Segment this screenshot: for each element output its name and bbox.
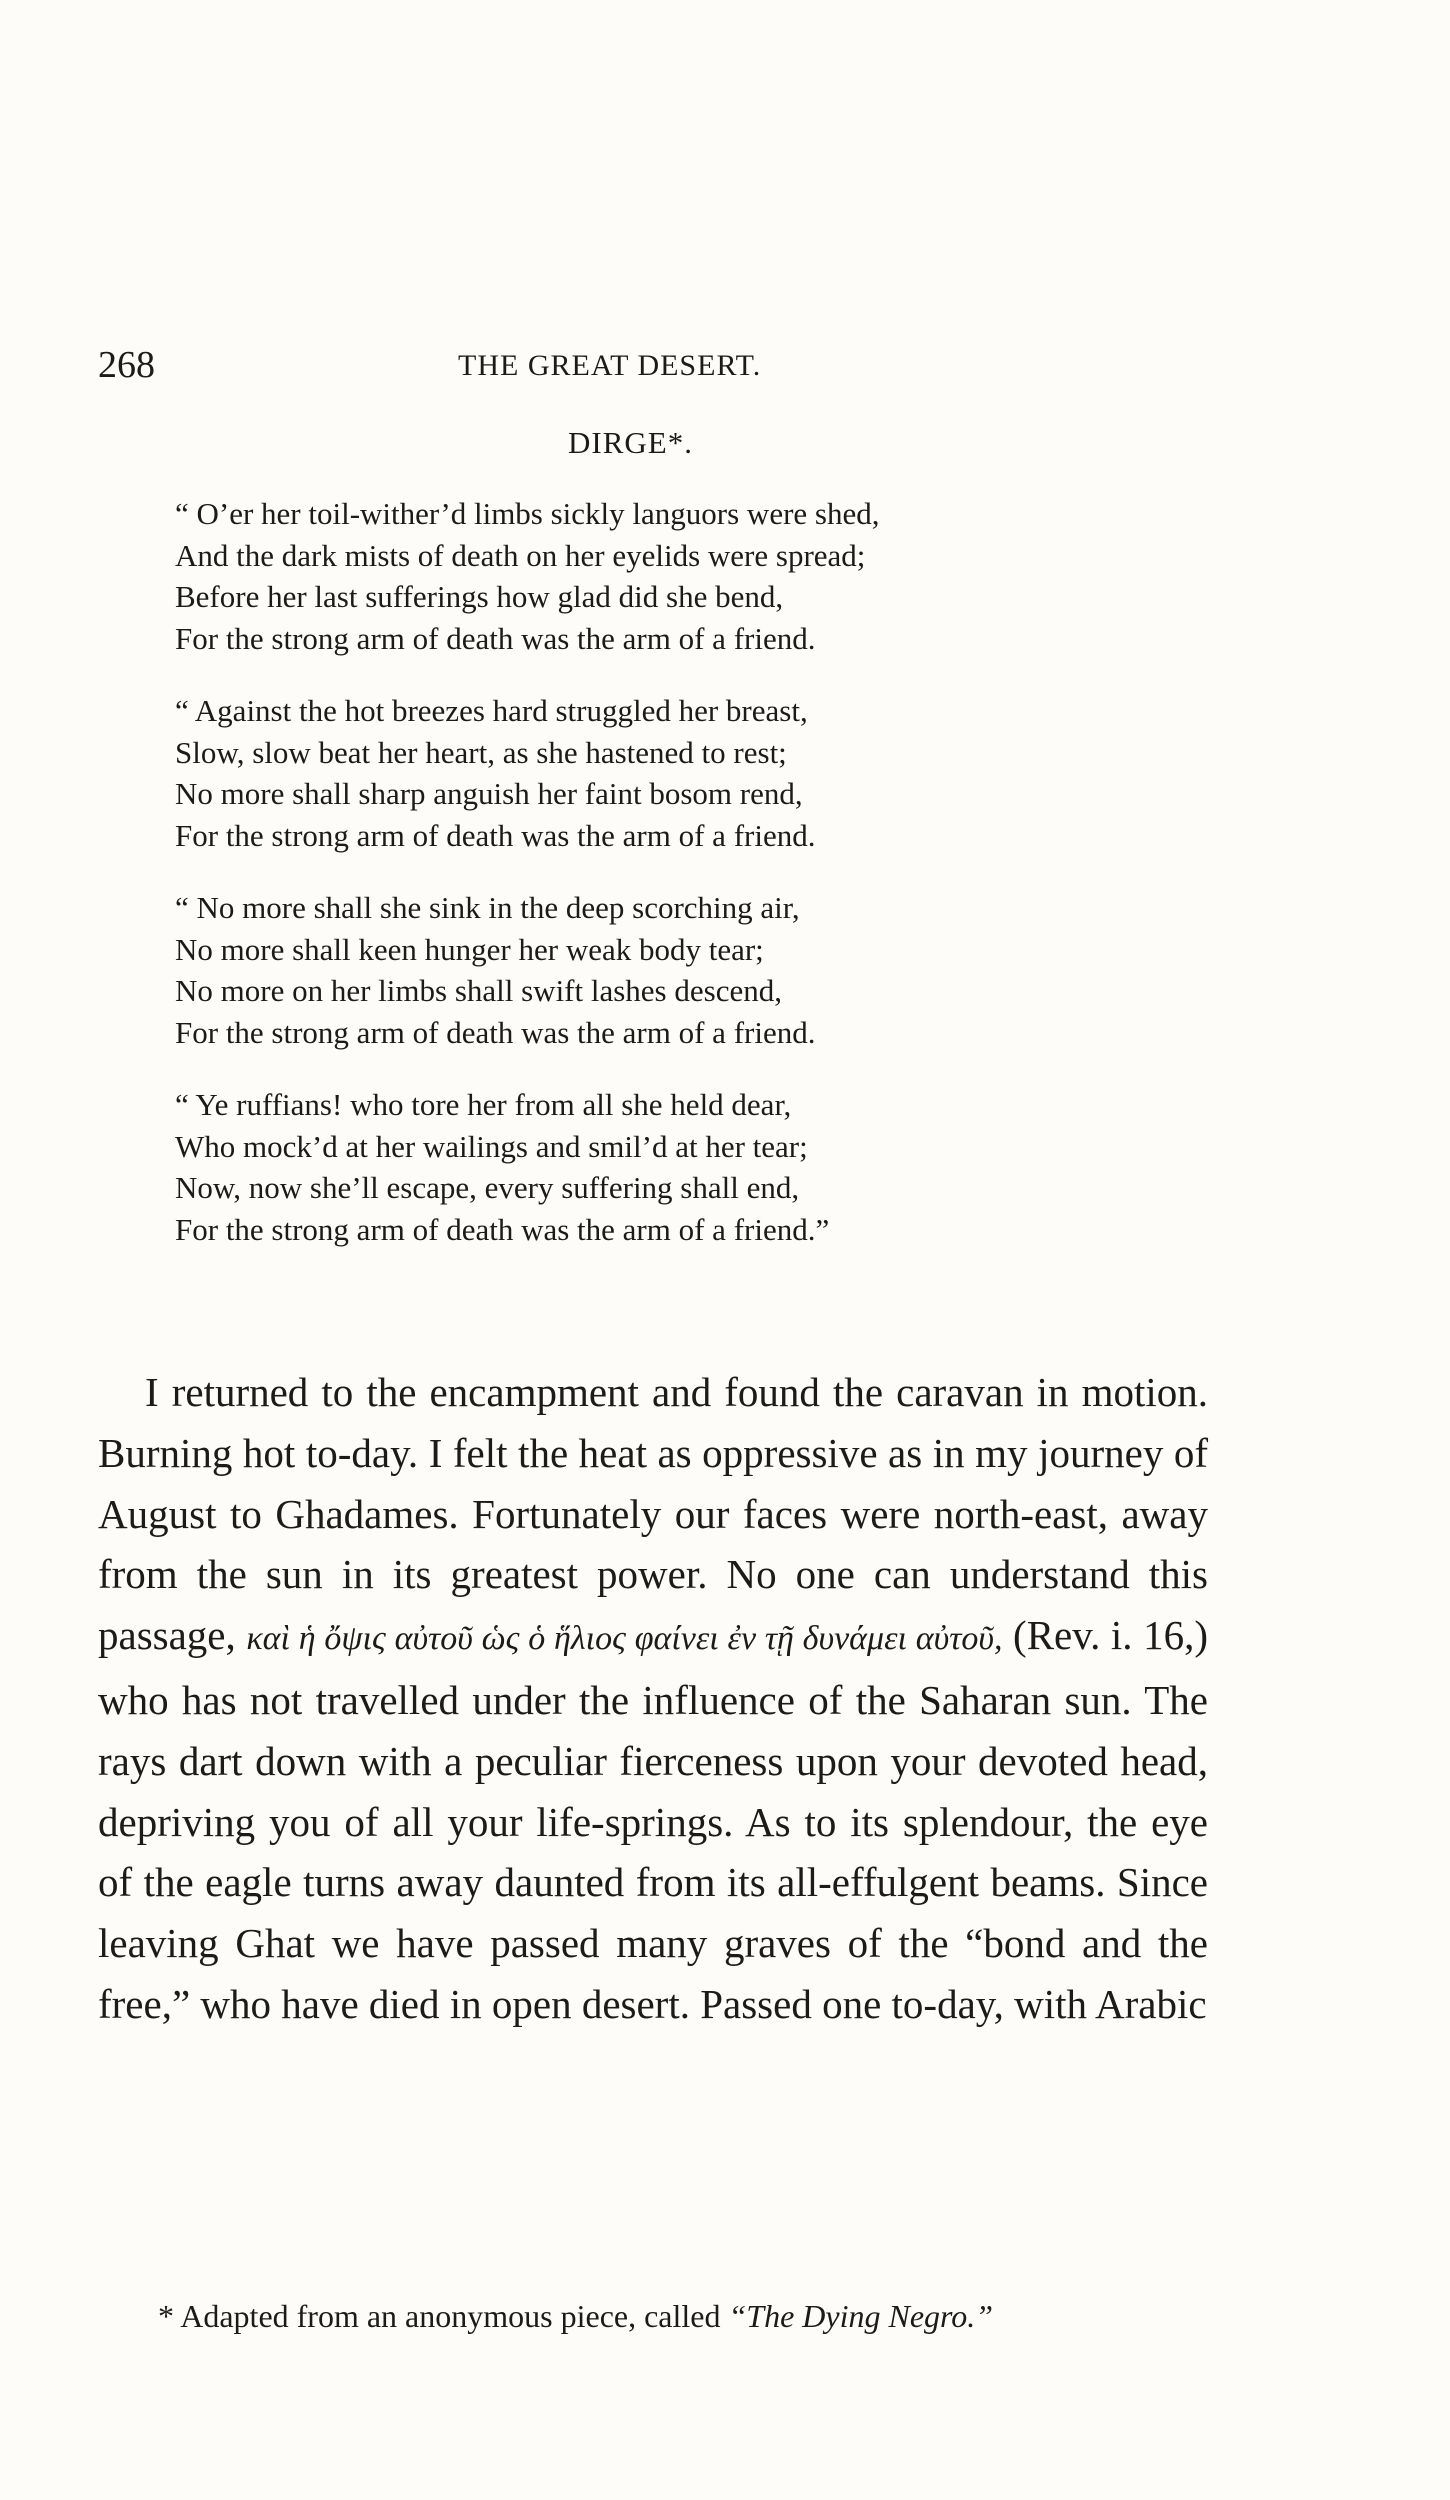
footnote-source-title: “The Dying Negro.” (728, 2298, 994, 2334)
page-number: 268 (98, 344, 155, 386)
poem-line: For the strong arm of death was the arm of a friend. (175, 817, 816, 853)
stanza-4 (175, 1084, 1175, 1250)
poem-line: “ O’er her toil-wither’d limbs sickly languors were shed, (175, 496, 880, 531)
poem-line: For the strong arm of death was the arm of a friend. (175, 620, 816, 656)
poem-line: Slow, slow beat her heart, as she hastened to rest; (175, 734, 787, 770)
paragraph (98, 1362, 1208, 2035)
poem-line: “ Against the hot breezes hard struggled her breast, (175, 693, 808, 728)
poem-line: “ No more shall she sink in the deep scorching air, (175, 890, 800, 925)
paragraph-text-start: I returned to the encampment and found the caravan in motion. Burning hot to-day. I felt the heat as oppressive as in my journey of August to Ghadames. Fortunately our faces were north-east, away from the sun in its greatest power. No one can understand this passage, (98, 1369, 1208, 1659)
footnote-paragraph (98, 2293, 1208, 2339)
running-head: THE GREAT DESERT. (458, 349, 762, 382)
poem-line: Now, now she’ll escape, every suffering shall end, (175, 1170, 800, 1205)
poem-line: No more on her limbs shall swift lashes descend, (175, 973, 782, 1008)
stanza-3 (175, 887, 1175, 1053)
footnote-text: * Adapted from an anonymous piece, called (158, 2298, 729, 2334)
body-text (98, 1362, 1208, 2035)
poem-line: For the strong arm of death was the arm of a friend. (175, 1014, 816, 1050)
footnote (98, 2293, 1208, 2339)
poem-line: Who mock’d at her wailings and smil’d at her tear; (175, 1128, 808, 1164)
poem-line: No more shall sharp anguish her faint bosom rend, (175, 776, 803, 811)
poem-line: For the strong arm of death was the arm of a friend.” (175, 1211, 830, 1247)
stanza-2 (175, 690, 1175, 856)
poem-line: No more shall keen hunger her weak body tear; (175, 931, 764, 967)
poem (175, 493, 1175, 1281)
poem-line: And the dark mists of death on her eyelids were spread; (175, 537, 866, 573)
paragraph-text-end: (Rev. i. 16,) who has not travelled under the influence of the Saharan sun. The rays dart down with a peculiar fierceness upon your devoted head, depriving you of all your life-springs. As to its splendour, the eye of the eagle turns away daunted from its all-effulgent beams. Since leaving Ghat we have passed many graves of the “bond and the free,” who have died in open desert. Passed one to-day, with Arabic (98, 1612, 1208, 2027)
greek-quotation: καὶ ἡ ὄψις αὐτοῦ ὡς ὁ ἥλιος φαίνει ἐν τῇ δυνάμει αὐτοῦ, (246, 1620, 1003, 1658)
poem-title: DIRGE*. (568, 425, 693, 460)
poem-line: “ Ye ruffians! who tore her from all she held dear, (175, 1087, 792, 1122)
page-header (98, 343, 1198, 393)
poem-line: Before her last sufferings how glad did she bend, (175, 579, 784, 614)
stanza-1 (175, 493, 1175, 659)
